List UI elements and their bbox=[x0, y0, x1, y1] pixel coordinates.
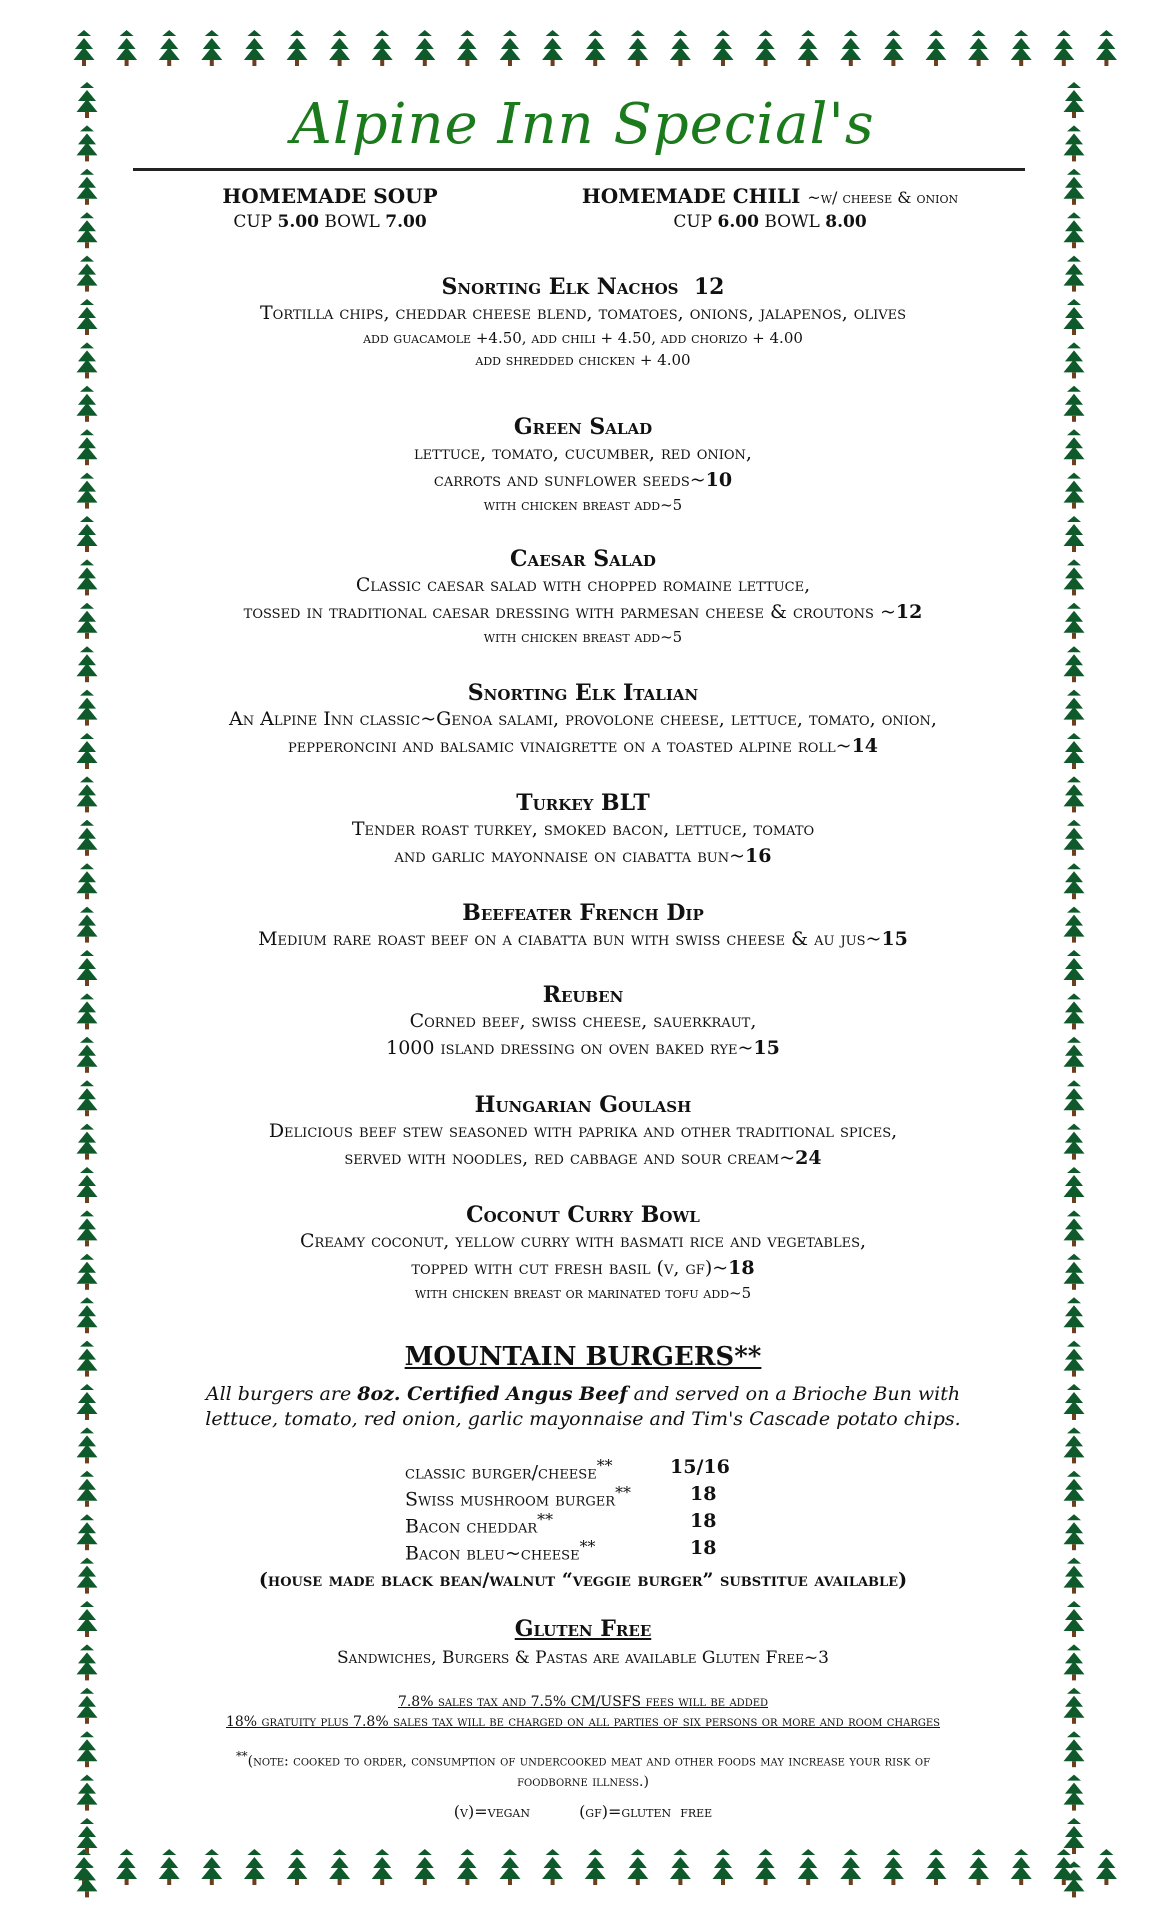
tree-icon bbox=[287, 30, 308, 66]
tree-icon bbox=[77, 1471, 98, 1507]
tree-icon bbox=[1053, 30, 1074, 66]
title-divider bbox=[133, 168, 1025, 171]
tree-icon bbox=[968, 1849, 989, 1885]
item-description-text: 1000 island dressing on oven baked rye~ bbox=[386, 1037, 754, 1059]
item-price: 14 bbox=[851, 735, 879, 757]
item-description bbox=[130, 599, 1036, 626]
soup-bowl-price: 7.00 bbox=[385, 212, 427, 232]
item-addons: add shredded chicken + 4.00 bbox=[475, 351, 691, 369]
item-price: 24 bbox=[795, 1147, 822, 1169]
tree-icon bbox=[1011, 30, 1032, 66]
menu-title: Alpine Inn Special's bbox=[291, 92, 875, 157]
tree-icon bbox=[457, 1849, 478, 1885]
burger-row bbox=[405, 1537, 825, 1564]
tree-icon bbox=[1064, 1644, 1085, 1680]
tree-icon bbox=[77, 1427, 98, 1463]
tree-icon bbox=[77, 993, 98, 1029]
burger-row bbox=[405, 1510, 825, 1537]
burger-price: 18 bbox=[690, 1483, 717, 1505]
chili-prices bbox=[555, 212, 985, 232]
tree-icon bbox=[968, 30, 989, 66]
chili-block bbox=[555, 184, 985, 232]
tree-icon bbox=[77, 429, 98, 465]
tree-icon bbox=[77, 1080, 98, 1116]
item-description-text: topped with cut fresh basil (v, gf)~ bbox=[411, 1257, 729, 1279]
gluten-free-text: Sandwiches, Burgers & Pastas are available Gluten Free~3 bbox=[337, 1648, 829, 1668]
item-name: Hungarian Goulash bbox=[474, 1092, 692, 1118]
tree-icon bbox=[77, 299, 98, 335]
item-price: 15 bbox=[881, 928, 908, 950]
chili-cup-price: 6.00 bbox=[717, 212, 759, 232]
soup-cup-price: 5.00 bbox=[277, 212, 319, 232]
tree-icon bbox=[1064, 907, 1085, 943]
tree-icon bbox=[329, 1849, 350, 1885]
tree-icon bbox=[77, 1775, 98, 1811]
item-name: Turkey BLT bbox=[516, 790, 650, 816]
tree-icon bbox=[77, 516, 98, 552]
soup-name: HOMEMADE SOUP bbox=[222, 184, 438, 208]
burger-mark: ** bbox=[537, 1510, 553, 1529]
item-description-text: carrots and sunflower seeds~ bbox=[433, 469, 706, 491]
tree-icon bbox=[372, 1849, 393, 1885]
item-description-text: Medium rare roast beef on a ciabatta bun with swiss cheese & au jus~ bbox=[258, 928, 882, 950]
burger-name-text: Bacon bleu~cheese bbox=[405, 1542, 580, 1565]
tree-icon bbox=[840, 1849, 861, 1885]
tree-icon bbox=[1064, 1297, 1085, 1333]
tree-icon bbox=[840, 30, 861, 66]
tree-icon bbox=[1064, 1731, 1085, 1767]
burger-price: 15/16 bbox=[670, 1456, 730, 1478]
tree-icon bbox=[883, 1849, 904, 1885]
burger-row bbox=[405, 1456, 825, 1483]
tree-icon bbox=[1064, 169, 1085, 205]
tree-icon bbox=[77, 603, 98, 639]
tree-icon bbox=[201, 30, 222, 66]
gluten-free-heading: Gluten Free bbox=[514, 1616, 652, 1642]
item-description bbox=[130, 1255, 1036, 1282]
menu-page bbox=[130, 92, 1036, 1832]
item-description-text: tossed in traditional caesar dressing with parmesan cheese & croutons ~ bbox=[243, 601, 896, 623]
tree-icon bbox=[1064, 1341, 1085, 1377]
tree-icon bbox=[585, 1849, 606, 1885]
tree-icon bbox=[457, 30, 478, 66]
tree-icon bbox=[77, 1210, 98, 1246]
tree-icon bbox=[542, 1849, 563, 1885]
tree-icon bbox=[77, 1644, 98, 1680]
item-addons: with chicken breast or marinated tofu add~5 bbox=[414, 1284, 752, 1302]
menu-item-reuben bbox=[130, 982, 1036, 1062]
tree-icon bbox=[244, 30, 265, 66]
burger-name-text: Bacon cheddar bbox=[405, 1515, 538, 1538]
tree-icon bbox=[1064, 1775, 1085, 1811]
tree-icon bbox=[77, 342, 98, 378]
burgers-desc-c: and served on a Brioche Bun with bbox=[627, 1383, 961, 1405]
tree-icon bbox=[159, 30, 180, 66]
item-description bbox=[130, 733, 1036, 760]
tree-icon bbox=[77, 863, 98, 899]
item-description: Creamy coconut, yellow curry with basmati rice and vegetables, bbox=[299, 1230, 867, 1252]
item-name: Beefeater French Dip bbox=[462, 900, 704, 926]
burgers-desc-a: All burgers are bbox=[205, 1383, 358, 1405]
tree-icon bbox=[1064, 125, 1085, 161]
item-description: Corned beef, swiss cheese, sauerkraut, bbox=[409, 1010, 757, 1032]
tax-notice bbox=[130, 1692, 1036, 1732]
tree-icon bbox=[77, 1297, 98, 1333]
tree-icon bbox=[1064, 993, 1085, 1029]
tree-icon bbox=[713, 1849, 734, 1885]
item-name bbox=[130, 274, 1036, 300]
tree-icon bbox=[670, 1849, 691, 1885]
nachos-name: Snorting Elk Nachos bbox=[441, 274, 679, 300]
menu-item-green-salad bbox=[130, 414, 1036, 516]
item-description bbox=[130, 1145, 1036, 1172]
tree-icon bbox=[77, 907, 98, 943]
tree-icon bbox=[77, 1688, 98, 1724]
menu-item-nachos bbox=[130, 274, 1036, 371]
tree-icon bbox=[1011, 1849, 1032, 1885]
burgers-desc-line2: lettuce, tomato, red onion, garlic mayonnaise and Tim's Cascade potato chips. bbox=[205, 1408, 961, 1430]
burger-mark: ** bbox=[615, 1483, 631, 1502]
tree-icon bbox=[1064, 1471, 1085, 1507]
tree-icon bbox=[77, 1254, 98, 1290]
tree-icon bbox=[1064, 516, 1085, 552]
tree-icon bbox=[77, 1601, 98, 1637]
burger-name bbox=[405, 1456, 613, 1483]
tree-icon bbox=[77, 1861, 98, 1897]
tree-icon bbox=[1064, 82, 1085, 118]
tree-icon bbox=[1064, 1558, 1085, 1594]
tree-icon bbox=[627, 30, 648, 66]
tree-icon bbox=[1064, 212, 1085, 248]
item-description-text: pepperoncini and balsamic vinaigrette on a toasted alpine roll~ bbox=[287, 735, 852, 757]
tree-icon bbox=[1064, 1254, 1085, 1290]
item-price: 12 bbox=[895, 601, 923, 623]
tree-icon bbox=[77, 473, 98, 509]
note-text: (note: cooked to order, consumption of undercooked meat and other foods may increase your risk of bbox=[247, 1753, 931, 1770]
diet-legend bbox=[130, 1802, 1036, 1821]
tree-icon bbox=[713, 30, 734, 66]
tree-icon bbox=[500, 1849, 521, 1885]
tree-icon bbox=[1064, 733, 1085, 769]
chili-cup-label: CUP bbox=[673, 212, 713, 232]
nachos-price: 12 bbox=[693, 274, 725, 300]
tree-icon bbox=[542, 30, 563, 66]
tree-icon bbox=[627, 1849, 648, 1885]
tree-icon bbox=[1064, 1124, 1085, 1160]
tree-icon bbox=[1064, 1514, 1085, 1550]
item-description: Classic caesar salad with chopped romaine lettuce, bbox=[355, 574, 811, 596]
tree-icon bbox=[1064, 256, 1085, 292]
tree-icon bbox=[1064, 820, 1085, 856]
burger-name bbox=[405, 1510, 553, 1537]
soup-prices bbox=[200, 212, 460, 232]
item-addons: with chicken breast add~5 bbox=[483, 496, 683, 514]
tree-icon bbox=[77, 169, 98, 205]
burgers-desc-beef: 8oz. Certified Angus Beef bbox=[357, 1383, 628, 1405]
burger-price: 18 bbox=[690, 1537, 717, 1559]
chili-bowl-price: 8.00 bbox=[825, 212, 867, 232]
tree-icon bbox=[77, 1731, 98, 1767]
tree-icon bbox=[585, 30, 606, 66]
tree-border-right bbox=[1062, 80, 1086, 1899]
tax-line: 7.8% sales tax and 7.5% CM/USFS fees will be added bbox=[397, 1694, 769, 1710]
item-description bbox=[130, 843, 1036, 870]
tree-icon bbox=[1064, 646, 1085, 682]
tree-icon bbox=[77, 1037, 98, 1073]
tree-border-bottom bbox=[72, 1847, 1118, 1887]
burger-mark: ** bbox=[579, 1537, 596, 1556]
item-description bbox=[130, 467, 1036, 494]
burgers-heading: MOUNTAIN BURGERS** bbox=[404, 1342, 762, 1372]
health-note-line1 bbox=[130, 1746, 1036, 1772]
tree-icon bbox=[287, 1849, 308, 1885]
tree-icon bbox=[77, 1124, 98, 1160]
tree-icon bbox=[201, 1849, 222, 1885]
tree-icon bbox=[1064, 1601, 1085, 1637]
tree-icon bbox=[116, 1849, 137, 1885]
tree-icon bbox=[1064, 776, 1085, 812]
tree-icon bbox=[77, 82, 98, 118]
tree-icon bbox=[77, 690, 98, 726]
tree-icon bbox=[77, 1514, 98, 1550]
item-price: 15 bbox=[753, 1037, 780, 1059]
tree-icon bbox=[1064, 603, 1085, 639]
menu-item-curry bbox=[130, 1202, 1036, 1304]
tree-icon bbox=[1064, 1080, 1085, 1116]
burgers-description bbox=[130, 1382, 1036, 1432]
tree-icon bbox=[670, 30, 691, 66]
tree-icon bbox=[1064, 386, 1085, 422]
tree-icon bbox=[1064, 690, 1085, 726]
item-price: 10 bbox=[705, 469, 733, 491]
tree-icon bbox=[77, 776, 98, 812]
menu-item-turkey-blt bbox=[130, 790, 1036, 870]
menu-item-italian bbox=[130, 680, 1036, 760]
item-description: Delicious beef stew seasoned with paprika and other traditional spices, bbox=[268, 1120, 898, 1142]
item-description bbox=[130, 1035, 1036, 1062]
tree-icon bbox=[1064, 863, 1085, 899]
burger-list bbox=[405, 1456, 825, 1564]
tree-icon bbox=[329, 30, 350, 66]
tree-icon bbox=[77, 820, 98, 856]
gratuity-line: 18% gratuity plus 7.8% sales tax will be charged on all parties of six persons or more and room charges bbox=[225, 1714, 941, 1730]
tree-icon bbox=[1064, 429, 1085, 465]
item-price: 16 bbox=[745, 845, 772, 867]
tree-border-top bbox=[72, 28, 1118, 68]
tree-icon bbox=[77, 733, 98, 769]
tree-icon bbox=[1064, 1861, 1085, 1897]
tree-icon bbox=[77, 386, 98, 422]
item-description: An Alpine Inn classic~Genoa salami, provolone cheese, lettuce, tomato, onion, bbox=[229, 708, 937, 730]
tree-icon bbox=[244, 1849, 265, 1885]
burger-name bbox=[405, 1483, 631, 1510]
legend-gluten-free: (gf)=gluten free bbox=[579, 1802, 713, 1821]
item-addons: add guacamole +4.50, add chili + 4.50, add chorizo + 4.00 bbox=[363, 329, 803, 347]
tree-icon bbox=[755, 30, 776, 66]
tree-icon bbox=[798, 1849, 819, 1885]
tree-icon bbox=[77, 1167, 98, 1203]
chili-name: HOMEMADE CHILI bbox=[581, 184, 801, 208]
item-addons: with chicken breast add~5 bbox=[483, 628, 683, 646]
tree-icon bbox=[1064, 559, 1085, 595]
chili-bowl-label: BOWL bbox=[764, 212, 820, 232]
tree-icon bbox=[1064, 950, 1085, 986]
burgers-desc-line1 bbox=[130, 1382, 1036, 1407]
tree-icon bbox=[1064, 1037, 1085, 1073]
tree-icon bbox=[77, 212, 98, 248]
tree-icon bbox=[926, 1849, 947, 1885]
tree-icon bbox=[77, 646, 98, 682]
menu-item-french-dip bbox=[130, 900, 1036, 953]
tree-icon bbox=[1096, 1849, 1117, 1885]
tree-icon bbox=[1064, 1210, 1085, 1246]
chili-name-row bbox=[555, 184, 985, 208]
item-name: Green Salad bbox=[513, 414, 653, 440]
item-description: Tender roast turkey, smoked bacon, lettuce, tomato bbox=[351, 818, 815, 840]
tree-icon bbox=[1064, 342, 1085, 378]
tree-icon bbox=[77, 559, 98, 595]
tree-icon bbox=[926, 30, 947, 66]
tree-icon bbox=[77, 1341, 98, 1377]
item-description: Tortilla chips, cheddar cheese blend, tomatoes, onions, jalapenos, olives bbox=[259, 302, 907, 324]
item-name: Coconut Curry Bowl bbox=[466, 1202, 700, 1228]
burger-name-text: Swiss mushroom burger bbox=[405, 1488, 616, 1511]
item-price: 18 bbox=[728, 1257, 755, 1279]
item-description: lettuce, tomato, cucumber, red onion, bbox=[414, 442, 752, 464]
item-name: Snorting Elk Italian bbox=[467, 680, 699, 706]
note-mark: ** bbox=[235, 1749, 248, 1763]
tree-icon bbox=[414, 30, 435, 66]
tree-icon bbox=[500, 30, 521, 66]
item-description bbox=[130, 926, 1036, 953]
tree-icon bbox=[77, 125, 98, 161]
tree-icon bbox=[372, 30, 393, 66]
tree-border-left bbox=[75, 80, 99, 1899]
menu-item-caesar bbox=[130, 546, 1036, 648]
chili-sub: ~w/ cheese & onion bbox=[807, 188, 959, 207]
tree-icon bbox=[159, 1849, 180, 1885]
tree-icon bbox=[1064, 1818, 1085, 1854]
item-description-text: and garlic mayonnaise on ciabatta bun~ bbox=[394, 845, 746, 867]
tree-icon bbox=[755, 1849, 776, 1885]
burger-name bbox=[405, 1537, 595, 1564]
tree-icon bbox=[77, 1818, 98, 1854]
burger-mark: ** bbox=[596, 1456, 613, 1475]
legend-vegan: (v)=vegan bbox=[453, 1802, 530, 1821]
tree-icon bbox=[1096, 30, 1117, 66]
tree-icon bbox=[74, 30, 95, 66]
tree-icon bbox=[1064, 1167, 1085, 1203]
tree-icon bbox=[77, 1558, 98, 1594]
health-note-line2: foodborne illness.) bbox=[517, 1773, 649, 1790]
tree-icon bbox=[77, 256, 98, 292]
menu-item-goulash bbox=[130, 1092, 1036, 1172]
item-description-text: served with noodles, red cabbage and sour cream~ bbox=[344, 1147, 796, 1169]
burger-name-text: classic burger/cheese bbox=[405, 1461, 597, 1484]
soup-block bbox=[200, 184, 460, 232]
tree-icon bbox=[883, 30, 904, 66]
tree-icon bbox=[77, 1384, 98, 1420]
tree-icon bbox=[1064, 299, 1085, 335]
tree-icon bbox=[414, 1849, 435, 1885]
tree-icon bbox=[798, 30, 819, 66]
burger-price: 18 bbox=[690, 1510, 717, 1532]
burger-row bbox=[405, 1483, 825, 1510]
tree-icon bbox=[1064, 1427, 1085, 1463]
tree-icon bbox=[1064, 1384, 1085, 1420]
health-note bbox=[130, 1746, 1036, 1792]
item-name: Reuben bbox=[542, 982, 624, 1008]
soup-cup-label: CUP bbox=[233, 212, 273, 232]
soup-bowl-label: BOWL bbox=[324, 212, 380, 232]
tree-icon bbox=[1064, 473, 1085, 509]
tree-icon bbox=[1064, 1688, 1085, 1724]
tree-icon bbox=[77, 950, 98, 986]
veggie-burger-note: (house made black bean/walnut “veggie burger” substitue available) bbox=[258, 1569, 908, 1591]
tree-icon bbox=[116, 30, 137, 66]
item-name: Caesar Salad bbox=[510, 546, 656, 572]
